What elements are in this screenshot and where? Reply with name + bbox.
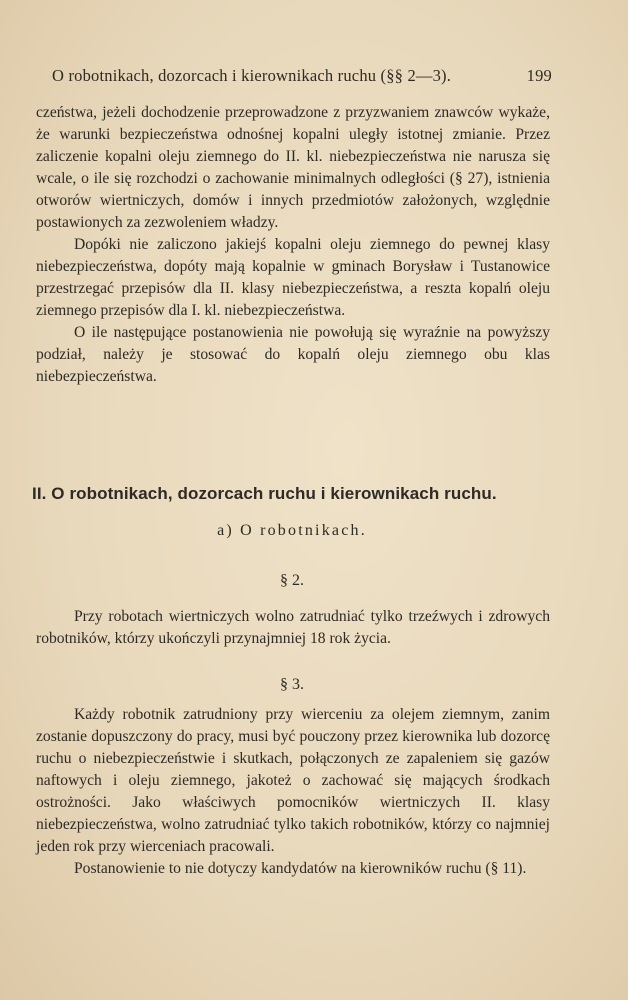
section-heading: II. O robotnikach, dozorcach ruchu i kierownikach ruchu. [32, 484, 497, 503]
intro-paragraph-1: czeństwa, jeżeli dochodzenie przeprowadzone z przyzwaniem znawców wykaże, że warunki bezpieczeństwa odnośnej kopalni uległy istotnej zmianie. Przez zaliczenie kopalni oleju ziemnego do II. kl. niebezpieczeństwa nie narusza się wcale, o ile się rozchodzi o zachowanie minimalnych odległości (§ 27), istnienia otworów wiertniczych, domów i innych przedmiotów założonych, względnie postawionych za zezwoleniem władzy. [36, 104, 550, 231]
paragraph-3-label: § 3. [280, 676, 304, 693]
intro-text [36, 102, 550, 388]
page-number: 199 [526, 66, 552, 85]
paragraph-2 [36, 606, 550, 650]
paragraph-3-text-2: Postanowienie to nie dotyczy kandydatów na kierowników ruchu (§ 11). [74, 860, 527, 877]
running-header [52, 66, 552, 86]
paragraph-2-text: Przy robotach wiertniczych wolno zatrudniać tylko trzeźwych i zdrowych robotników, którzy ukończyli przynajmniej 18 rok życia. [36, 608, 550, 647]
running-title: O robotnikach, dozorcach i kierownikach ruchu (§§ 2—3). [52, 66, 452, 85]
subsection-heading: a) O robotnikach. [217, 522, 367, 539]
paragraph-3 [36, 704, 550, 880]
intro-paragraph-2: Dopóki nie zaliczono jakiejś kopalni oleju ziemnego do pewnej klasy niebezpieczeństwa, dopóty mają kopalnie w gminach Borysław i Tustanowice przestrzegać przepisów dla II. klasy niebezpieczeństwa, a reszta kopalń oleju ziemnego przepisów dla I. kl. niebezpieczeństwa. [36, 236, 550, 319]
paragraph-2-label: § 2. [280, 572, 304, 589]
intro-paragraph-3: O ile następujące postanowienia nie powołują się wyraźnie na powyższy podział, należy je stosować do kopalń oleju ziemnego obu klas niebezpieczeństwa. [36, 324, 550, 385]
paragraph-3-text-1: Każdy robotnik zatrudniony przy wierceniu za olejem ziemnym, zanim zostanie dopuszczony do pracy, musi być pouczony przez kierownika lub dozorcę ruchu o niebezpieczeństwie i skutkach, połączonych ze zapaleniem się gazów naftowych i oleju ziemnego, jakoteż o zachować się mających środkach ostrożności. Jako właściwych pomocników wiertniczych II. klasy niebezpieczeństwa, wolno zatrudniać tylko takich robotników, którzy co najmniej jeden rok przy wierceniach pracowali. [36, 706, 550, 855]
